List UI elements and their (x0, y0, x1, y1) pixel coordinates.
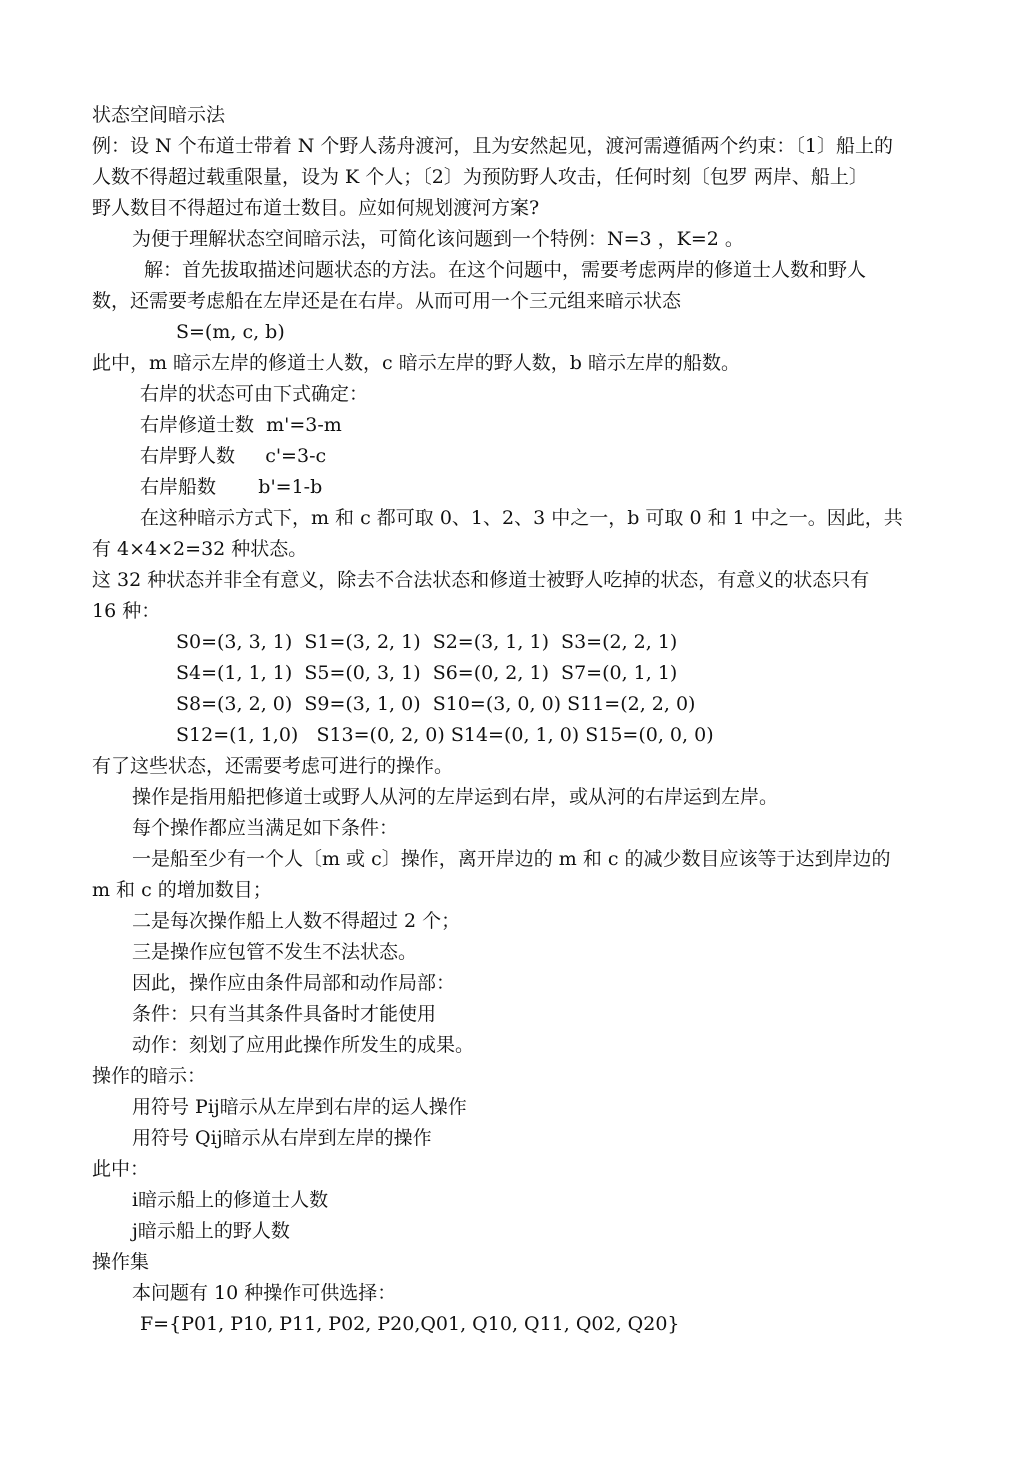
document-body (92, 100, 942, 1340)
formula-line: 右岸野人数 c'=3-c (140, 445, 327, 467)
doc-line: 此中： (92, 1158, 150, 1180)
doc-line: 有 4×4×2=32 种状态。 (92, 538, 308, 560)
doc-line: j暗示船上的野人数 (132, 1220, 290, 1242)
doc-line: 这 32 种状态并非全有意义，除去不合法状态和修道士被野人吃掉的状态，有意义的状态只有 (92, 569, 870, 591)
doc-line: 操作是指用船把修道士或野人从河的左岸运到右岸，或从河的右岸运到左岸。 (132, 786, 779, 808)
doc-line: m 和 c 的增加数目； (92, 879, 272, 901)
doc-line: 此中，m 暗示左岸的修道士人数，c 暗示左岸的野人数，b 暗示左岸的船数。 (92, 352, 740, 374)
doc-line: 条件：只有当其条件具备时才能使用 (132, 1003, 437, 1025)
doc-line: 人数不得超过载重限量，设为 K 个人；〔2〕为预防野人攻击，任何时刻〔包罗 两岸、船上〕 (92, 166, 868, 188)
doc-line: 用符号 Qij暗示从右岸到左岸的操作 (132, 1127, 432, 1149)
doc-title: 状态空间暗示法 (92, 104, 226, 126)
doc-line: 在这种暗示方式下，m 和 c 都可取 0、1、2、3 中之一，b 可取 0 和 1 中之一。因此，共 (140, 507, 903, 529)
doc-line: 三是操作应包管不发生不法状态。 (132, 941, 418, 963)
state-list-line: S4=(1, 1, 1) S5=(0, 3, 1) S6=(0, 2, 1) S7=(0, 1, 1) (176, 662, 678, 684)
doc-line: i暗示船上的修道士人数 (132, 1189, 329, 1211)
doc-line: 一是船至少有一个人〔m 或 c〕操作，离开岸边的 m 和 c 的减少数目应该等于达到岸边的 (132, 848, 891, 870)
doc-line: 有了这些状态，还需要考虑可进行的操作。 (92, 755, 454, 777)
state-list-line: S12=(1, 1,0) S13=(0, 2, 0) S14=(0, 1, 0) S15=(0, 0, 0) (176, 724, 714, 746)
state-formula: S=(m, c, b) (176, 321, 285, 343)
doc-line: 例：设 N 个布道士带着 N 个野人荡舟渡河，且为安然起见，渡河需遵循两个约束：〔1〕船上的 (92, 135, 893, 157)
state-list-line: S0=(3, 3, 1) S1=(3, 2, 1) S2=(3, 1, 1) S3=(2, 2, 1) (176, 631, 678, 653)
doc-line: 每个操作都应当满足如下条件： (132, 817, 399, 839)
doc-line: 野人数目不得超过布道士数目。应如何规划渡河方案? (92, 197, 540, 219)
doc-line: 右岸的状态可由下式确定： (140, 383, 369, 405)
operation-set: F={P01, P10, P11, P02, P20,Q01, Q10, Q11, Q02, Q20} (140, 1313, 680, 1335)
formula-line: 右岸修道士数 m'=3-m (140, 414, 342, 436)
doc-line: 动作：刻划了应用此操作所发生的成果。 (132, 1034, 475, 1056)
doc-line: 解：首先拔取描述问题状态的方法。在这个问题中，需要考虑两岸的修道士人数和野人 (144, 259, 867, 281)
formula-line: 右岸船数 b'=1-b (140, 476, 323, 498)
doc-line: 二是每次操作船上人数不得超过 2 个； (132, 910, 461, 932)
section-heading: 操作的暗示： (92, 1065, 207, 1087)
doc-line: 用符号 Pij暗示从左岸到右岸的运人操作 (132, 1096, 467, 1118)
section-heading: 操作集 (92, 1251, 150, 1273)
doc-line: 16 种： (92, 600, 161, 622)
doc-line: 为便于理解状态空间暗示法，可简化该问题到一个特例：N=3 ，K=2 。 (132, 228, 744, 250)
state-list-line: S8=(3, 2, 0) S9=(3, 1, 0) S10=(3, 0, 0) S11=(2, 2, 0) (176, 693, 696, 715)
doc-line: 数，还需要考虑船在左岸还是在右岸。从而可用一个三元组来暗示状态 (92, 290, 682, 312)
doc-line: 本问题有 10 种操作可供选择： (132, 1282, 397, 1304)
doc-line: 因此，操作应由条件局部和动作局部： (132, 972, 456, 994)
